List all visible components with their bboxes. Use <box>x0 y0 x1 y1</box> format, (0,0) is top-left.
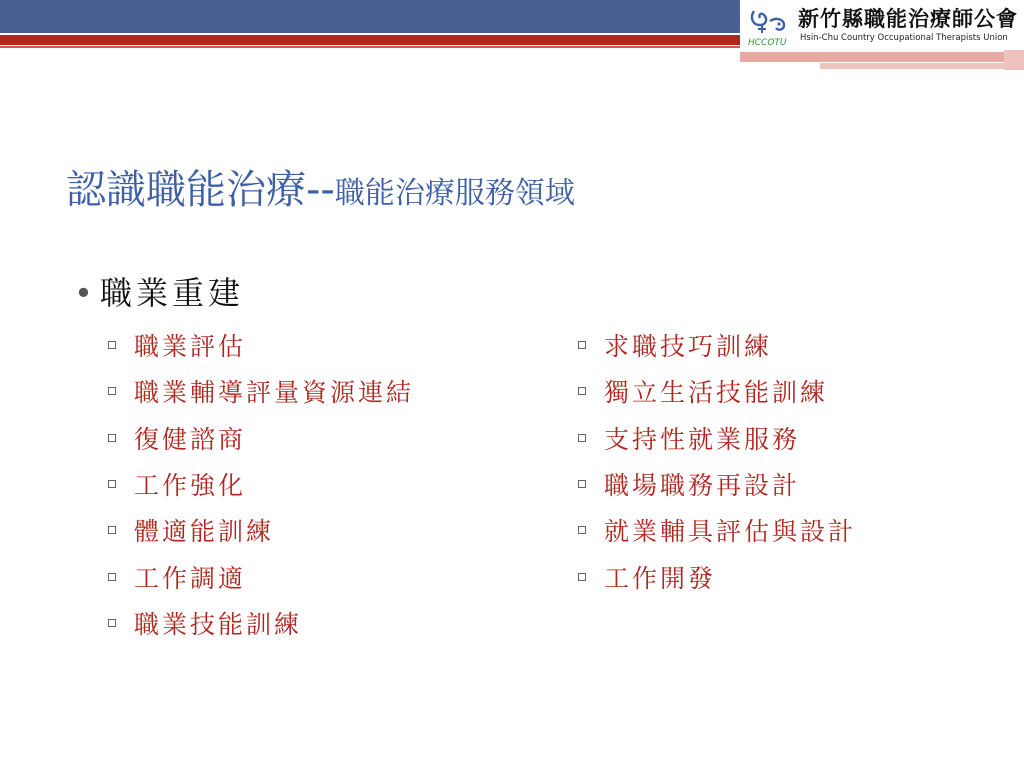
slide-title <box>66 158 575 215</box>
list-item <box>578 322 856 368</box>
union-logo-mark-text: HCCOTU <box>748 38 787 47</box>
square-bullet-icon <box>578 387 586 395</box>
list-item-text: 獨立生活技能訓練 <box>604 378 829 408</box>
section-bullet: • <box>74 274 93 312</box>
list-item <box>108 322 414 368</box>
list-item-text: 復健諮商 <box>134 424 247 454</box>
list-item <box>578 553 856 599</box>
list-item <box>108 415 414 461</box>
section-heading-label: 職業重建 <box>100 274 245 312</box>
list-item-text: 職業評估 <box>134 332 247 362</box>
list-item-text: 工作強化 <box>134 471 247 501</box>
square-bullet-icon <box>108 480 116 488</box>
square-bullet-icon <box>578 480 586 488</box>
slide-title-sub: 職能治療服務領域 <box>334 176 575 211</box>
union-name-chinese: 新竹縣職能治療師公會 <box>798 7 1018 31</box>
section-heading <box>74 268 244 314</box>
square-bullet-icon <box>578 341 586 349</box>
union-logo-mark-icon <box>746 3 798 47</box>
list-item-text: 體適能訓練 <box>134 517 275 547</box>
header-band-pink-secondary <box>820 63 1024 69</box>
list-item-text: 求職技巧訓練 <box>604 332 773 362</box>
list-item <box>108 368 414 414</box>
list-item <box>108 461 414 507</box>
square-bullet-icon <box>108 387 116 395</box>
square-bullet-icon <box>578 573 586 581</box>
union-name-english: Hsin-Chu Country Occupational Therapists Union <box>800 33 1008 43</box>
list-item-text: 職業技能訓練 <box>134 609 303 639</box>
list-item <box>578 415 856 461</box>
slide-title-main: 認識職能治療-- <box>66 167 335 213</box>
union-logo <box>742 0 1024 50</box>
list-item <box>108 507 414 553</box>
list-item <box>108 553 414 599</box>
square-bullet-icon <box>108 573 116 581</box>
list-item-text: 職業輔導評量資源連結 <box>134 378 415 408</box>
header-band-pink <box>740 52 1024 62</box>
square-bullet-icon <box>578 434 586 442</box>
square-bullet-icon <box>578 526 586 534</box>
left-item-list <box>108 322 414 646</box>
list-item-text: 支持性就業服務 <box>604 424 801 454</box>
list-item <box>578 507 856 553</box>
list-item <box>108 600 414 646</box>
header-band-red-thin <box>0 46 740 48</box>
square-bullet-icon <box>108 434 116 442</box>
square-bullet-icon <box>108 526 116 534</box>
right-item-list <box>578 322 856 600</box>
list-item-text: 工作調適 <box>134 563 247 593</box>
list-item <box>578 461 856 507</box>
square-bullet-icon <box>108 619 116 627</box>
list-item <box>578 368 856 414</box>
header-band-red <box>0 35 740 45</box>
list-item-text: 工作開發 <box>604 563 717 593</box>
square-bullet-icon <box>108 341 116 349</box>
list-item-text: 職場職務再設計 <box>604 471 801 501</box>
header-band-blue <box>0 0 740 33</box>
list-item-text: 就業輔具評估與設計 <box>604 517 857 547</box>
